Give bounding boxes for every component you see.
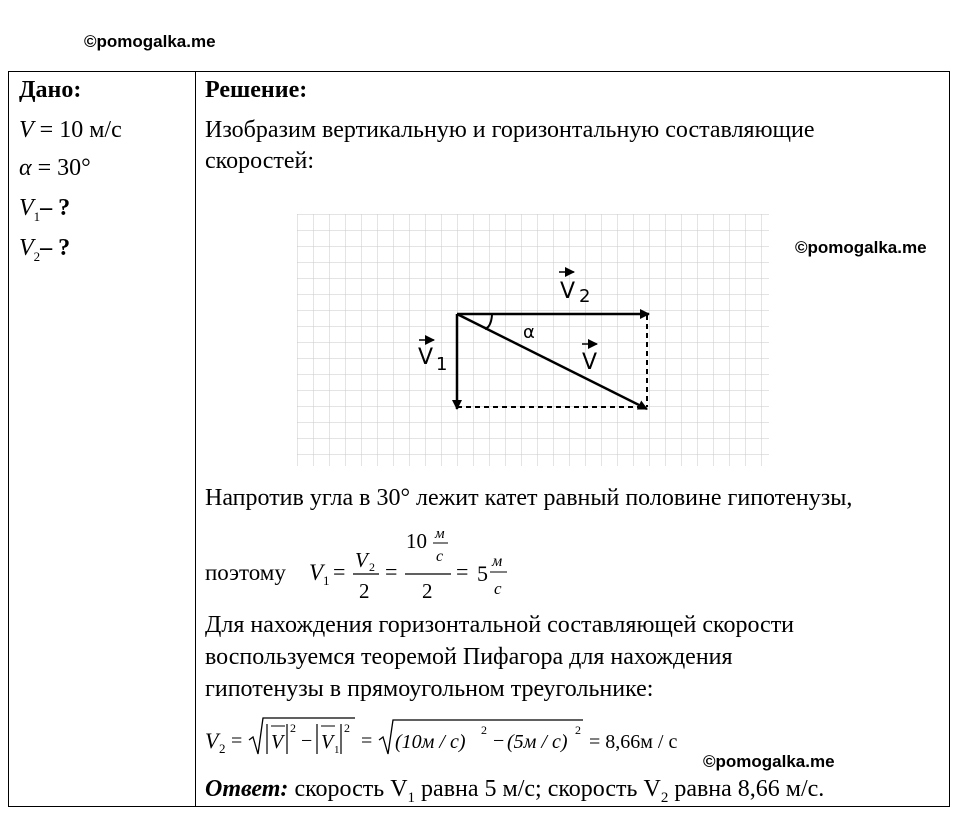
eq2-eq-2: = xyxy=(361,730,373,752)
given-header: Дано: xyxy=(19,77,82,103)
label-v2-sub: 2 xyxy=(579,286,591,307)
label-v1-sub: 1 xyxy=(436,354,448,375)
eq1-unit-num-1: м xyxy=(435,526,445,542)
given-alpha-value: = 30° xyxy=(31,155,91,181)
given-v1-sub: 1 xyxy=(33,208,41,224)
watermark-middle: ©pomogalka.me xyxy=(795,238,927,257)
eq2-part2: (5м / с) xyxy=(507,731,568,753)
answer-line xyxy=(205,776,824,807)
label-v-text: V xyxy=(582,350,598,375)
eq2-eq-1: = xyxy=(231,730,243,752)
eq2-vec-v1: V xyxy=(321,731,334,753)
given-angle xyxy=(19,155,91,182)
eq2-result: = 8,66м / с xyxy=(589,731,678,753)
label-v2-text: V xyxy=(560,279,576,304)
answer-text-2: равна 5 м/с; скорость V xyxy=(415,776,661,802)
eq1-num1: V xyxy=(355,548,368,572)
eq2-lhs-sub: 2 xyxy=(219,741,226,756)
given-alpha-symbol: α xyxy=(19,155,32,181)
eq2-minus-2: − xyxy=(493,730,505,752)
given-v1-symbol: V xyxy=(19,195,34,221)
para-line-1: Для нахождения горизонтальной составляющей скорости xyxy=(205,612,795,638)
eq2-part1: (10м / с) xyxy=(395,731,466,753)
intro-line-1: Изобразим вертикальную и горизонтальную составляющие xyxy=(205,117,815,143)
given-v2-symbol: V xyxy=(19,235,34,261)
note-line: Напротив угла в 30° лежит катет равный половине гипотенузы, xyxy=(205,485,853,511)
answer-sub-2: 2 xyxy=(660,789,669,806)
given-v2-sub: 2 xyxy=(33,248,41,264)
given-v1-q: – ? xyxy=(40,195,71,221)
given-v2-q: – ? xyxy=(40,235,71,261)
solution-table xyxy=(8,71,950,807)
eq1-num2: 10 xyxy=(406,529,427,553)
column-divider xyxy=(195,72,196,806)
equation-v2 xyxy=(205,710,705,766)
eq1-lhs: V xyxy=(309,560,324,585)
para-line-2: воспользуемся теоремой Пифагора для нахождения xyxy=(205,644,733,670)
eq1-result: 5 xyxy=(477,561,488,586)
given-v1-question xyxy=(19,195,70,225)
eq2-sq-4: 2 xyxy=(575,723,581,737)
given-v-symbol: V xyxy=(19,117,34,143)
eq1-den-2: 2 xyxy=(422,579,433,603)
eq2-sq-1: 2 xyxy=(290,721,296,735)
eq2-sq-3: 2 xyxy=(481,723,487,737)
answer-text-3: равна 8,66 м/с. xyxy=(668,776,825,802)
watermark-top: ©pomogalka.me xyxy=(84,32,216,51)
equation-v1 xyxy=(205,524,535,604)
eq1-num1-sub: 2 xyxy=(369,560,375,574)
vector-diagram xyxy=(297,214,777,469)
watermark-bottom: ©pomogalka.me xyxy=(703,752,835,771)
given-velocity xyxy=(19,117,122,144)
eq2-vec-v1-sub: 1 xyxy=(334,744,340,756)
eq1-eq-1: = xyxy=(333,559,346,584)
given-v-value: = 10 м/с xyxy=(33,117,122,143)
eq1-unit-den-2: с xyxy=(494,579,502,598)
answer-sub-1: 1 xyxy=(407,789,416,806)
eq1-den-1: 2 xyxy=(359,579,370,603)
eq2-lhs: V xyxy=(205,728,219,753)
given-v2-question xyxy=(19,235,70,265)
eq2-sq-2: 2 xyxy=(344,721,350,735)
label-alpha: α xyxy=(523,322,535,343)
eq1-lhs-sub: 1 xyxy=(323,573,330,588)
eq2-minus-1: − xyxy=(301,730,313,752)
eq2-vec-v: V xyxy=(271,731,284,753)
answer-label: Ответ: xyxy=(205,776,289,802)
intro-line-2: скоростей: xyxy=(205,148,314,174)
para-line-3: гипотенузы в прямоугольном треугольнике: xyxy=(205,676,654,702)
eq1-unit-den-1: с xyxy=(436,548,444,565)
eq1-therefore: поэтому xyxy=(205,560,286,585)
solution-header: Решение: xyxy=(205,77,308,103)
label-v1-text: V xyxy=(418,345,434,370)
eq1-unit-num-2: м xyxy=(492,553,503,570)
answer-text-1: скорость V xyxy=(288,776,408,802)
eq1-eq-3: = xyxy=(456,559,469,584)
eq1-eq-2: = xyxy=(385,559,398,584)
